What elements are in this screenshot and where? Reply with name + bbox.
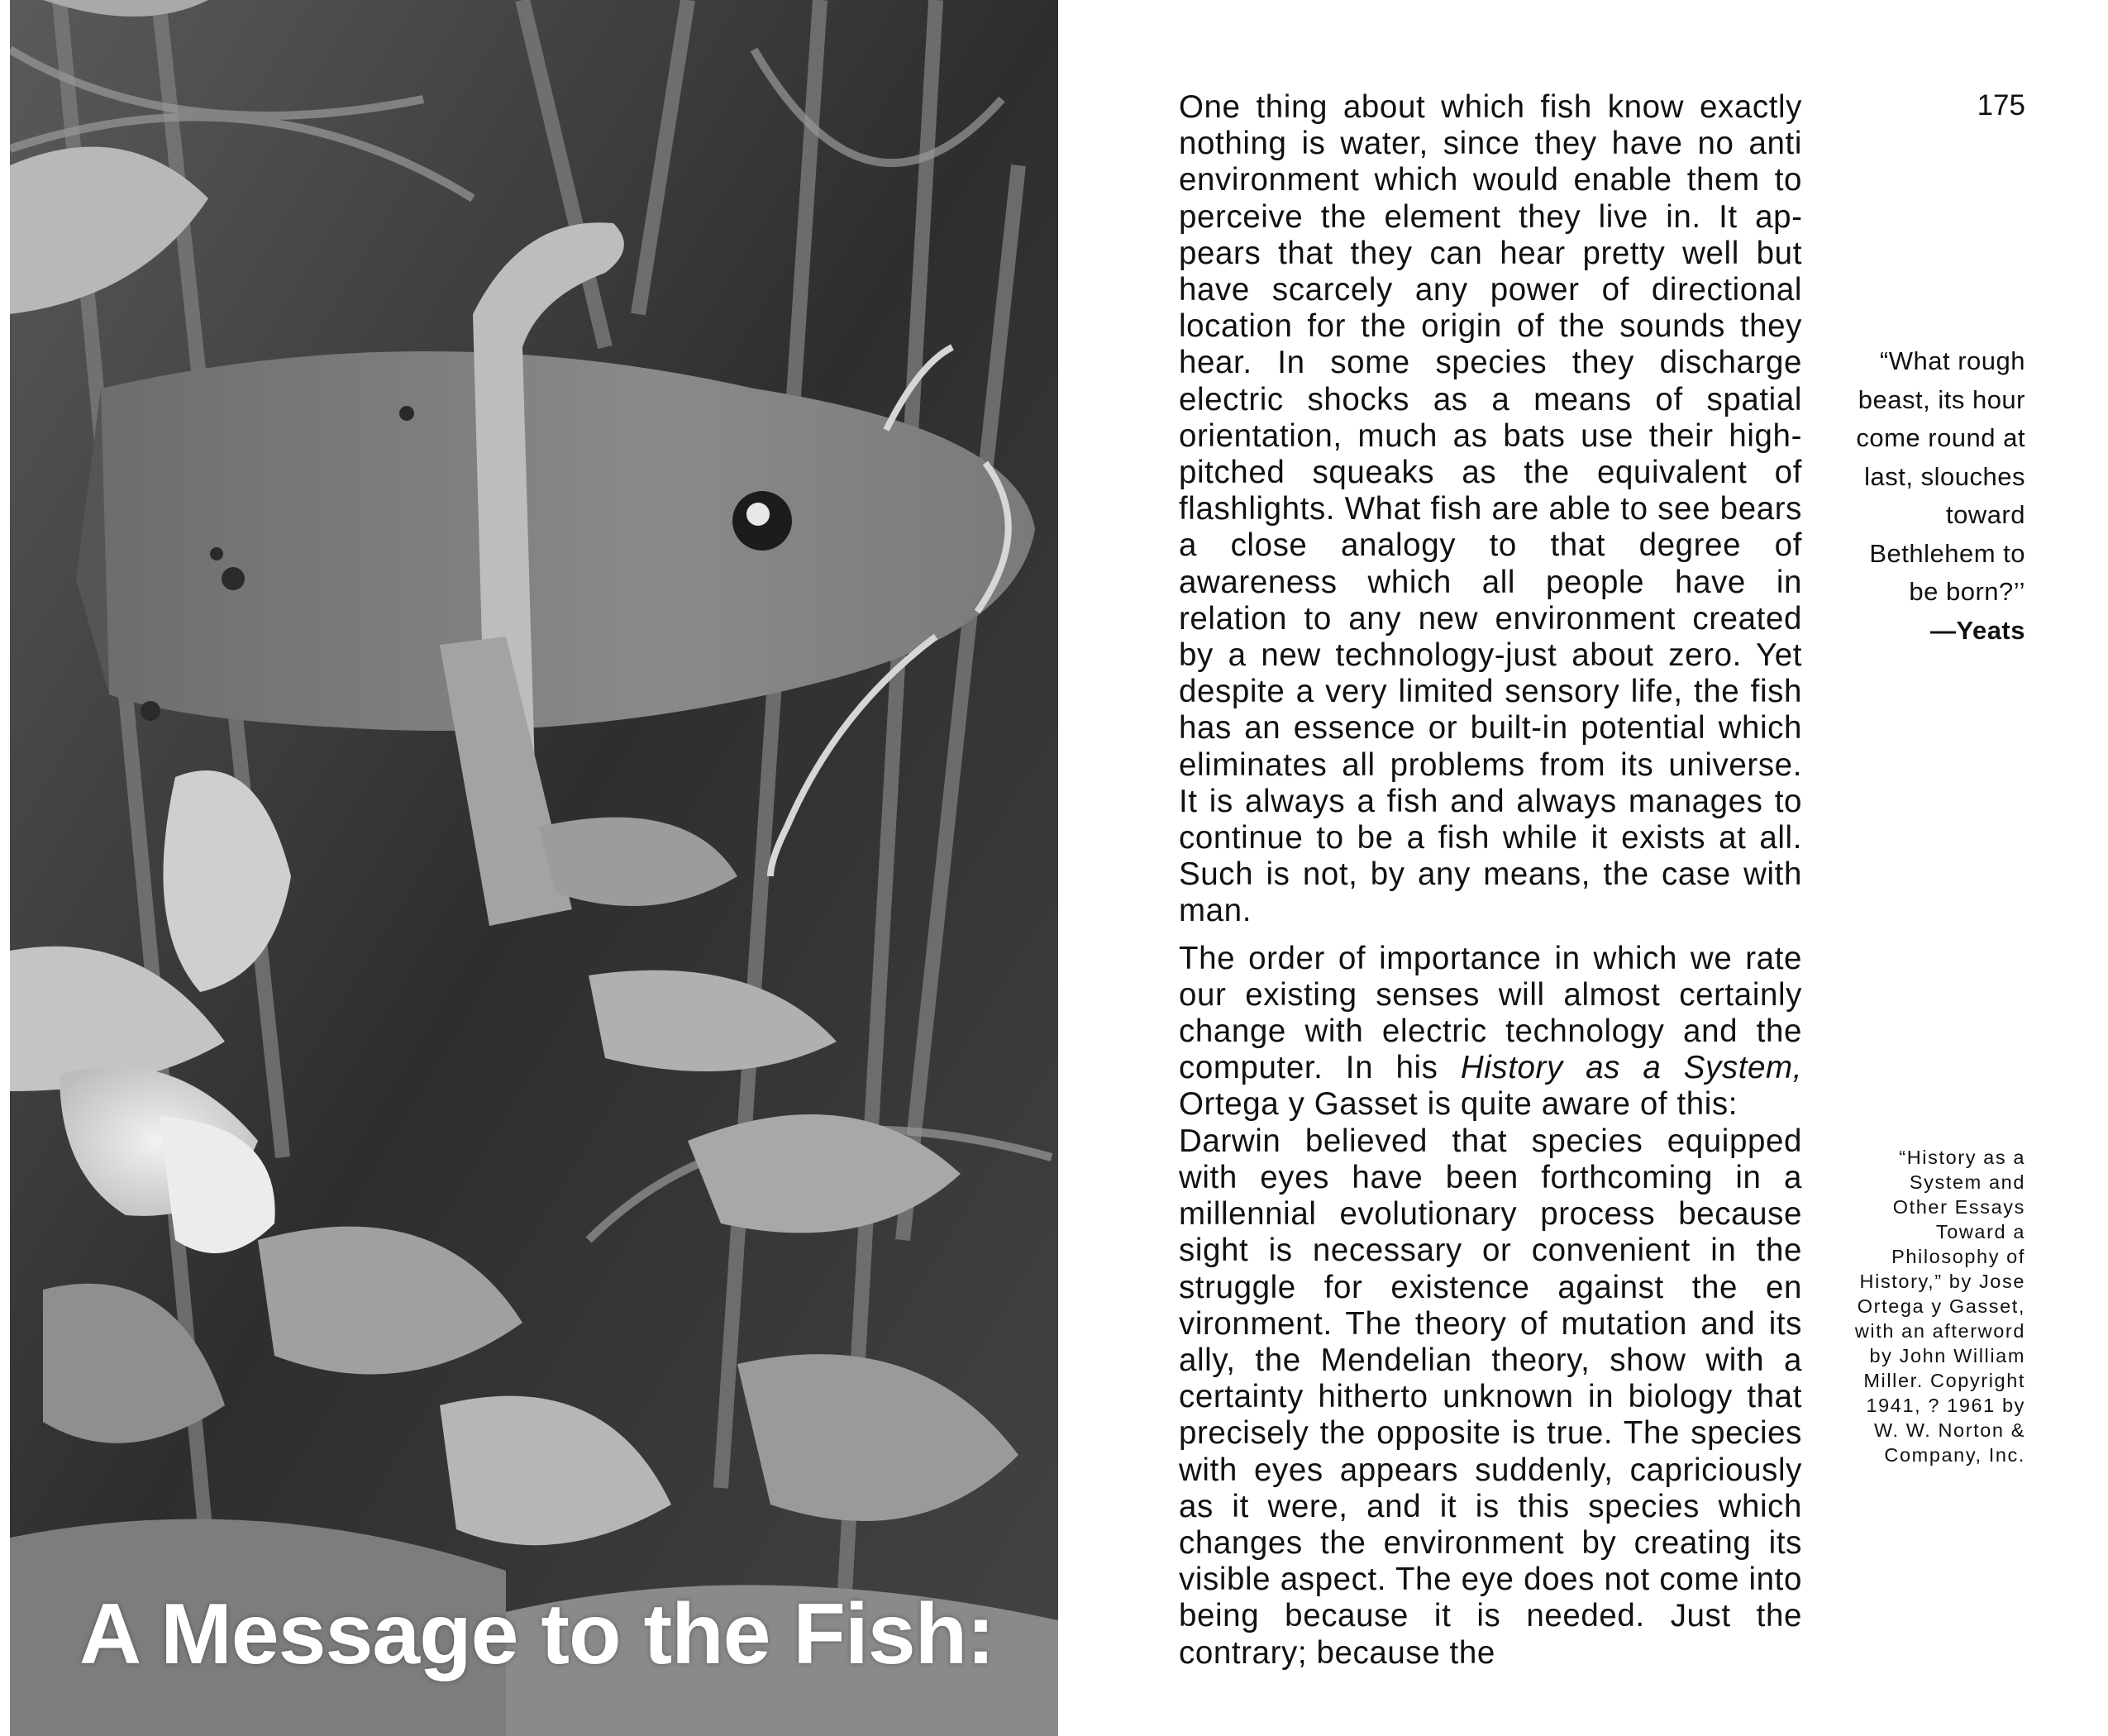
paragraph-2-end: Ortega y Gasset is quite aware of this: [1179, 1086, 1738, 1123]
body-text-column [1179, 89, 1802, 1672]
paragraph-2-start: The order of importance in which we rate our existing senses will almost certainly change with electric technology and the computer. In his [1179, 940, 1802, 1086]
page-number: 175 [1977, 89, 2025, 122]
margin-reference: “History as a System and Other Essays Toward a Philosophy of History,” by Jose Ortega y Gasset, with an afterword by John William Miller. Copyright 1941, ? 1961 by W. W. Norton & Company, Inc. [1854, 1147, 2025, 1466]
fish-photograph [10, 0, 1058, 1736]
book-title: History as a System, [1460, 1050, 1802, 1086]
margin-quote-attribution: —Yeats [1929, 615, 2025, 645]
margin-quote [1835, 342, 2025, 650]
fish-photograph-image [10, 0, 1058, 1736]
paragraph-2 [1179, 941, 1802, 1123]
photo-headline: A Message to the Fish: [79, 1586, 994, 1682]
block-quote: Darwin believed that species equipped with eyes have been forthcoming in a millennial evolutionary process because sight is necessary or convenient in the struggle for existence against the en vironment. The theory of mutation and its ally, the Mendelian theory, show with a certainty hitherto unknown in biology that precisely the opposite is true. The species with eyes appears suddenly, capriciously as it were, and it is this species which changes the environment by creating its visible aspect. The eye does not come into being because it is needed. Just the contrary; because the [1179, 1123, 1802, 1671]
paragraph-1: One thing about which fish know exactly nothing is water, since they have no anti environment which would enable them to perceive the element they live in. It appears that they can hear pretty well but have scarcely any power of directional location for the origin of the sounds they hear. In some species they discharge electric shocks as a means of spatial orientation, much as bats use their high-pitched squeaks as the equivalent of flashlights. What fish are able to see bears a close analogy to that degree of awareness which all people have in relation to any new environment created by a new technology-just about zero. Yet despite a very limited sensory life, the fish has an essence or built-in potential which eliminates all problems from its universe. It is always a fish and always manages to continue to be a fish while it exists at all. Such is not, by any means, the case with man. [1179, 89, 1802, 929]
margin-quote-text: “What rough beast, its hour come round at last, slouches toward Bethlehem to be born?’’ [1856, 346, 2025, 606]
